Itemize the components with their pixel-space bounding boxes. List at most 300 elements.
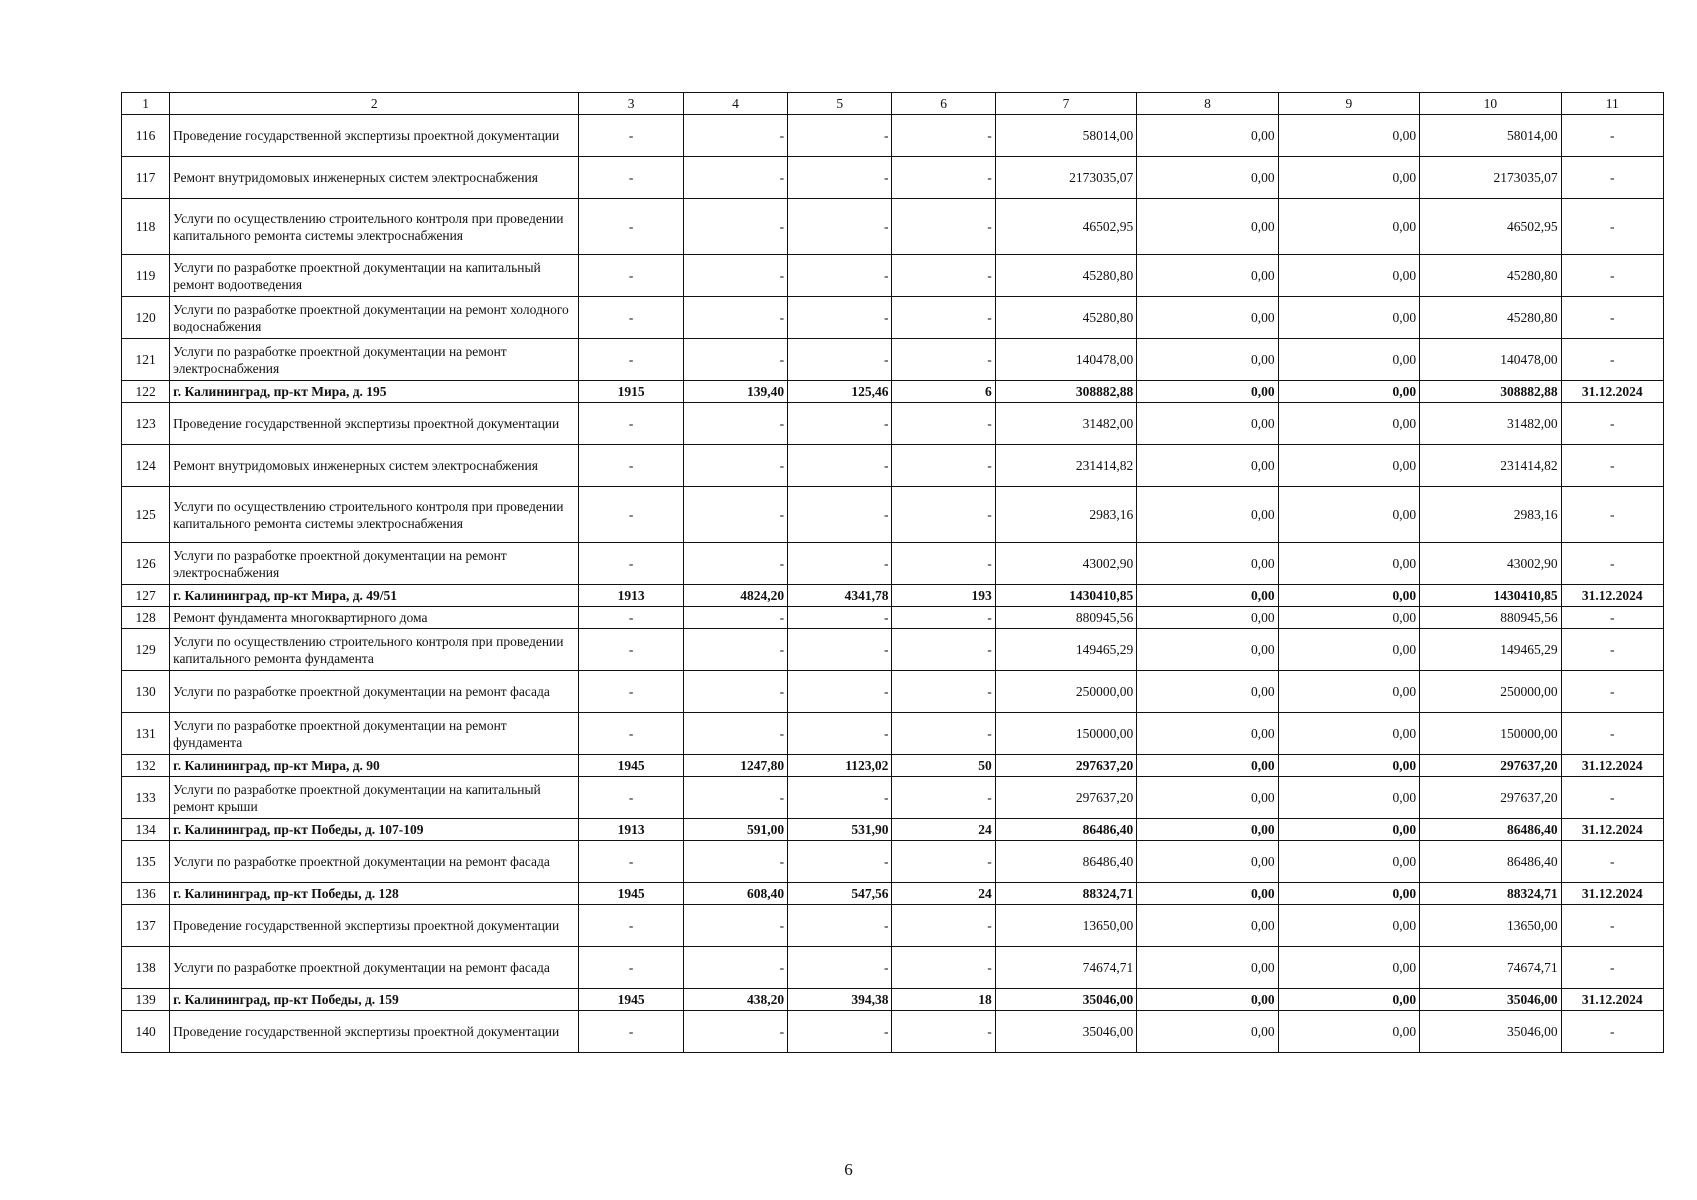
residents-cell: - <box>892 841 995 883</box>
row-number: 136 <box>122 883 170 905</box>
deadline-cell: - <box>1561 543 1663 585</box>
year-cell: 1913 <box>579 819 683 841</box>
deadline-cell: - <box>1561 947 1663 989</box>
total-cost-cell: 45280,80 <box>995 255 1136 297</box>
deadline-cell: - <box>1561 199 1663 255</box>
cost-col9-cell: 0,00 <box>1278 629 1419 671</box>
cost-col8-cell: 0,00 <box>1137 403 1278 445</box>
cost-col10-cell: 88324,71 <box>1420 883 1561 905</box>
cost-col10-cell: 43002,90 <box>1420 543 1561 585</box>
description-cell: Услуги по разработке проектной документации на капитальный ремонт водоотведения <box>170 255 579 297</box>
cost-col8-cell: 0,00 <box>1137 585 1278 607</box>
row-number: 124 <box>122 445 170 487</box>
cost-col10-cell: 31482,00 <box>1420 403 1561 445</box>
table-row <box>122 947 1664 989</box>
total-cost-cell: 43002,90 <box>995 543 1136 585</box>
cost-col10-cell: 45280,80 <box>1420 255 1561 297</box>
cost-col8-cell: 0,00 <box>1137 841 1278 883</box>
residents-cell: 6 <box>892 381 995 403</box>
description-cell: г. Калининград, пр-кт Победы, д. 159 <box>170 989 579 1011</box>
table-row <box>122 543 1664 585</box>
description-cell: Проведение государственной экспертизы проектной документации <box>170 115 579 157</box>
table-row <box>122 819 1664 841</box>
area-cell: - <box>683 255 787 297</box>
cost-col8-cell: 0,00 <box>1137 947 1278 989</box>
description-cell: Услуги по осуществлению строительного контроля при проведении капитального ремонта системы электроснабжения <box>170 487 579 543</box>
table-row <box>122 841 1664 883</box>
column-header-7: 7 <box>995 93 1136 115</box>
total-cost-cell: 74674,71 <box>995 947 1136 989</box>
description-cell: г. Калининград, пр-кт Мира, д. 195 <box>170 381 579 403</box>
total-cost-cell: 2173035,07 <box>995 157 1136 199</box>
cost-col10-cell: 13650,00 <box>1420 905 1561 947</box>
cost-col9-cell: 0,00 <box>1278 403 1419 445</box>
residents-cell: - <box>892 115 995 157</box>
column-header-11: 11 <box>1561 93 1663 115</box>
cost-col8-cell: 0,00 <box>1137 819 1278 841</box>
column-header-2: 2 <box>170 93 579 115</box>
cost-col10-cell: 297637,20 <box>1420 777 1561 819</box>
living-area-cell: - <box>788 403 892 445</box>
cost-col10-cell: 231414,82 <box>1420 445 1561 487</box>
description-cell: г. Калининград, пр-кт Мира, д. 49/51 <box>170 585 579 607</box>
year-cell: - <box>579 543 683 585</box>
area-cell: - <box>683 713 787 755</box>
deadline-cell: 31.12.2024 <box>1561 883 1663 905</box>
area-cell: - <box>683 607 787 629</box>
cost-col10-cell: 150000,00 <box>1420 713 1561 755</box>
column-header-10: 10 <box>1420 93 1561 115</box>
area-cell: - <box>683 157 787 199</box>
description-cell: г. Калининград, пр-кт Мира, д. 90 <box>170 755 579 777</box>
area-cell: - <box>683 777 787 819</box>
year-cell: - <box>579 841 683 883</box>
residents-cell: 18 <box>892 989 995 1011</box>
total-cost-cell: 297637,20 <box>995 755 1136 777</box>
cost-col8-cell: 0,00 <box>1137 157 1278 199</box>
cost-col10-cell: 297637,20 <box>1420 755 1561 777</box>
column-header-8: 8 <box>1137 93 1278 115</box>
description-cell: Услуги по разработке проектной документации на ремонт фасада <box>170 841 579 883</box>
deadline-cell: 31.12.2024 <box>1561 755 1663 777</box>
cost-col10-cell: 74674,71 <box>1420 947 1561 989</box>
table-row <box>122 671 1664 713</box>
description-cell: Услуги по разработке проектной документации на ремонт холодного водоснабжения <box>170 297 579 339</box>
table-row <box>122 1011 1664 1053</box>
row-number: 126 <box>122 543 170 585</box>
table-row <box>122 883 1664 905</box>
deadline-cell: - <box>1561 777 1663 819</box>
total-cost-cell: 2983,16 <box>995 487 1136 543</box>
year-cell: - <box>579 255 683 297</box>
cost-col9-cell: 0,00 <box>1278 755 1419 777</box>
area-cell: 438,20 <box>683 989 787 1011</box>
cost-col8-cell: 0,00 <box>1137 777 1278 819</box>
year-cell: - <box>579 339 683 381</box>
area-cell: 1247,80 <box>683 755 787 777</box>
living-area-cell: - <box>788 543 892 585</box>
works-table <box>121 92 1664 1053</box>
total-cost-cell: 86486,40 <box>995 841 1136 883</box>
living-area-cell: - <box>788 199 892 255</box>
living-area-cell: - <box>788 607 892 629</box>
residents-cell: - <box>892 629 995 671</box>
residents-cell: - <box>892 255 995 297</box>
area-cell: - <box>683 947 787 989</box>
table-row <box>122 905 1664 947</box>
cost-col10-cell: 880945,56 <box>1420 607 1561 629</box>
living-area-cell: 394,38 <box>788 989 892 1011</box>
cost-col10-cell: 308882,88 <box>1420 381 1561 403</box>
area-cell: - <box>683 543 787 585</box>
description-cell: Услуги по осуществлению строительного контроля при проведении капитального ремонта фундамента <box>170 629 579 671</box>
column-header-3: 3 <box>579 93 683 115</box>
description-cell: Услуги по разработке проектной документации на ремонт электроснабжения <box>170 339 579 381</box>
cost-col8-cell: 0,00 <box>1137 255 1278 297</box>
cost-col8-cell: 0,00 <box>1137 543 1278 585</box>
row-number: 132 <box>122 755 170 777</box>
cost-col8-cell: 0,00 <box>1137 487 1278 543</box>
total-cost-cell: 88324,71 <box>995 883 1136 905</box>
row-number: 129 <box>122 629 170 671</box>
description-cell: Ремонт внутридомовых инженерных систем электроснабжения <box>170 445 579 487</box>
description-cell: Проведение государственной экспертизы проектной документации <box>170 1011 579 1053</box>
residents-cell: - <box>892 487 995 543</box>
table-row <box>122 403 1664 445</box>
living-area-cell: - <box>788 777 892 819</box>
total-cost-cell: 1430410,85 <box>995 585 1136 607</box>
total-cost-cell: 231414,82 <box>995 445 1136 487</box>
table-row <box>122 989 1664 1011</box>
cost-col9-cell: 0,00 <box>1278 1011 1419 1053</box>
cost-col10-cell: 250000,00 <box>1420 671 1561 713</box>
year-cell: 1945 <box>579 883 683 905</box>
year-cell: - <box>579 445 683 487</box>
row-number: 140 <box>122 1011 170 1053</box>
table-row <box>122 255 1664 297</box>
cost-col8-cell: 0,00 <box>1137 905 1278 947</box>
table-row <box>122 629 1664 671</box>
total-cost-cell: 297637,20 <box>995 777 1136 819</box>
residents-cell: - <box>892 777 995 819</box>
cost-col9-cell: 0,00 <box>1278 883 1419 905</box>
deadline-cell: 31.12.2024 <box>1561 585 1663 607</box>
total-cost-cell: 46502,95 <box>995 199 1136 255</box>
table-row <box>122 199 1664 255</box>
deadline-cell: - <box>1561 157 1663 199</box>
total-cost-cell: 86486,40 <box>995 819 1136 841</box>
total-cost-cell: 140478,00 <box>995 339 1136 381</box>
row-number: 128 <box>122 607 170 629</box>
cost-col8-cell: 0,00 <box>1137 445 1278 487</box>
year-cell: - <box>579 671 683 713</box>
cost-col8-cell: 0,00 <box>1137 339 1278 381</box>
row-number: 116 <box>122 115 170 157</box>
total-cost-cell: 149465,29 <box>995 629 1136 671</box>
table-row <box>122 445 1664 487</box>
description-cell: Проведение государственной экспертизы проектной документации <box>170 403 579 445</box>
area-cell: 608,40 <box>683 883 787 905</box>
row-number: 131 <box>122 713 170 755</box>
year-cell: - <box>579 297 683 339</box>
cost-col8-cell: 0,00 <box>1137 713 1278 755</box>
total-cost-cell: 880945,56 <box>995 607 1136 629</box>
row-number: 122 <box>122 381 170 403</box>
cost-col10-cell: 2173035,07 <box>1420 157 1561 199</box>
row-number: 139 <box>122 989 170 1011</box>
living-area-cell: - <box>788 255 892 297</box>
cost-col10-cell: 1430410,85 <box>1420 585 1561 607</box>
deadline-cell: - <box>1561 905 1663 947</box>
area-cell: - <box>683 487 787 543</box>
cost-col9-cell: 0,00 <box>1278 543 1419 585</box>
year-cell: - <box>579 947 683 989</box>
area-cell: - <box>683 199 787 255</box>
cost-col8-cell: 0,00 <box>1137 629 1278 671</box>
deadline-cell: - <box>1561 403 1663 445</box>
cost-col9-cell: 0,00 <box>1278 841 1419 883</box>
cost-col8-cell: 0,00 <box>1137 607 1278 629</box>
description-cell: Ремонт фундамента многоквартирного дома <box>170 607 579 629</box>
residents-cell: - <box>892 297 995 339</box>
cost-col9-cell: 0,00 <box>1278 339 1419 381</box>
column-header-6: 6 <box>892 93 995 115</box>
table-row <box>122 713 1664 755</box>
cost-col8-cell: 0,00 <box>1137 199 1278 255</box>
living-area-cell: - <box>788 487 892 543</box>
table-row <box>122 487 1664 543</box>
cost-col10-cell: 140478,00 <box>1420 339 1561 381</box>
deadline-cell: 31.12.2024 <box>1561 381 1663 403</box>
cost-col10-cell: 46502,95 <box>1420 199 1561 255</box>
cost-col8-cell: 0,00 <box>1137 115 1278 157</box>
deadline-cell: - <box>1561 713 1663 755</box>
residents-cell: - <box>892 947 995 989</box>
living-area-cell: - <box>788 445 892 487</box>
table-row <box>122 777 1664 819</box>
living-area-cell: 125,46 <box>788 381 892 403</box>
deadline-cell: - <box>1561 339 1663 381</box>
year-cell: - <box>579 777 683 819</box>
living-area-cell: 1123,02 <box>788 755 892 777</box>
column-header-9: 9 <box>1278 93 1419 115</box>
residents-cell: - <box>892 607 995 629</box>
cost-col9-cell: 0,00 <box>1278 671 1419 713</box>
cost-col9-cell: 0,00 <box>1278 819 1419 841</box>
area-cell: 4824,20 <box>683 585 787 607</box>
year-cell: - <box>579 713 683 755</box>
column-header-4: 4 <box>683 93 787 115</box>
living-area-cell: - <box>788 671 892 713</box>
total-cost-cell: 35046,00 <box>995 1011 1136 1053</box>
cost-col9-cell: 0,00 <box>1278 989 1419 1011</box>
living-area-cell: - <box>788 1011 892 1053</box>
area-cell: 591,00 <box>683 819 787 841</box>
cost-col8-cell: 0,00 <box>1137 297 1278 339</box>
area-cell: - <box>683 841 787 883</box>
description-cell: г. Калининград, пр-кт Победы, д. 107-109 <box>170 819 579 841</box>
deadline-cell: 31.12.2024 <box>1561 989 1663 1011</box>
area-cell: - <box>683 671 787 713</box>
description-cell: Ремонт внутридомовых инженерных систем электроснабжения <box>170 157 579 199</box>
row-number: 127 <box>122 585 170 607</box>
residents-cell: - <box>892 543 995 585</box>
row-number: 123 <box>122 403 170 445</box>
residents-cell: - <box>892 157 995 199</box>
column-header-1: 1 <box>122 93 170 115</box>
year-cell: 1913 <box>579 585 683 607</box>
cost-col10-cell: 149465,29 <box>1420 629 1561 671</box>
column-header-5: 5 <box>788 93 892 115</box>
residents-cell: 24 <box>892 883 995 905</box>
cost-col9-cell: 0,00 <box>1278 381 1419 403</box>
cost-col10-cell: 86486,40 <box>1420 819 1561 841</box>
year-cell: - <box>579 157 683 199</box>
description-cell: Проведение государственной экспертизы проектной документации <box>170 905 579 947</box>
description-cell: г. Калининград, пр-кт Победы, д. 128 <box>170 883 579 905</box>
table-row <box>122 297 1664 339</box>
total-cost-cell: 13650,00 <box>995 905 1136 947</box>
total-cost-cell: 31482,00 <box>995 403 1136 445</box>
cost-col10-cell: 86486,40 <box>1420 841 1561 883</box>
description-cell: Услуги по разработке проектной документации на ремонт фасада <box>170 947 579 989</box>
year-cell: - <box>579 115 683 157</box>
cost-col10-cell: 35046,00 <box>1420 989 1561 1011</box>
year-cell: - <box>579 905 683 947</box>
cost-col9-cell: 0,00 <box>1278 487 1419 543</box>
deadline-cell: - <box>1561 445 1663 487</box>
year-cell: - <box>579 629 683 671</box>
residents-cell: 50 <box>892 755 995 777</box>
living-area-cell: - <box>788 713 892 755</box>
cost-col9-cell: 0,00 <box>1278 297 1419 339</box>
row-number: 137 <box>122 905 170 947</box>
living-area-cell: 531,90 <box>788 819 892 841</box>
residents-cell: - <box>892 905 995 947</box>
cost-col10-cell: 35046,00 <box>1420 1011 1561 1053</box>
cost-col9-cell: 0,00 <box>1278 115 1419 157</box>
row-number: 120 <box>122 297 170 339</box>
total-cost-cell: 45280,80 <box>995 297 1136 339</box>
column-number-header-row <box>122 93 1664 115</box>
area-cell: 139,40 <box>683 381 787 403</box>
table-row <box>122 115 1664 157</box>
living-area-cell: - <box>788 297 892 339</box>
cost-col9-cell: 0,00 <box>1278 947 1419 989</box>
cost-col10-cell: 45280,80 <box>1420 297 1561 339</box>
area-cell: - <box>683 297 787 339</box>
total-cost-cell: 58014,00 <box>995 115 1136 157</box>
cost-col8-cell: 0,00 <box>1137 989 1278 1011</box>
deadline-cell: - <box>1561 297 1663 339</box>
living-area-cell: - <box>788 115 892 157</box>
cost-col9-cell: 0,00 <box>1278 713 1419 755</box>
living-area-cell: - <box>788 841 892 883</box>
cost-col9-cell: 0,00 <box>1278 199 1419 255</box>
year-cell: - <box>579 1011 683 1053</box>
page-number: 6 <box>844 1160 853 1179</box>
residents-cell: - <box>892 403 995 445</box>
description-cell: Услуги по разработке проектной документации на ремонт электроснабжения <box>170 543 579 585</box>
cost-col10-cell: 2983,16 <box>1420 487 1561 543</box>
residents-cell: - <box>892 1011 995 1053</box>
cost-col9-cell: 0,00 <box>1278 905 1419 947</box>
table-row <box>122 755 1664 777</box>
deadline-cell: - <box>1561 607 1663 629</box>
row-number: 135 <box>122 841 170 883</box>
table-row <box>122 381 1664 403</box>
living-area-cell: 4341,78 <box>788 585 892 607</box>
living-area-cell: 547,56 <box>788 883 892 905</box>
living-area-cell: - <box>788 629 892 671</box>
table-row <box>122 339 1664 381</box>
description-cell: Услуги по разработке проектной документации на ремонт фасада <box>170 671 579 713</box>
deadline-cell: - <box>1561 487 1663 543</box>
row-number: 125 <box>122 487 170 543</box>
year-cell: - <box>579 403 683 445</box>
cost-col10-cell: 58014,00 <box>1420 115 1561 157</box>
area-cell: - <box>683 115 787 157</box>
living-area-cell: - <box>788 905 892 947</box>
cost-col9-cell: 0,00 <box>1278 777 1419 819</box>
row-number: 119 <box>122 255 170 297</box>
table-row <box>122 607 1664 629</box>
table-row <box>122 157 1664 199</box>
deadline-cell: - <box>1561 255 1663 297</box>
year-cell: - <box>579 607 683 629</box>
description-cell: Услуги по разработке проектной документации на капитальный ремонт крыши <box>170 777 579 819</box>
year-cell: - <box>579 199 683 255</box>
year-cell: 1945 <box>579 755 683 777</box>
cost-col9-cell: 0,00 <box>1278 255 1419 297</box>
deadline-cell: - <box>1561 841 1663 883</box>
cost-col8-cell: 0,00 <box>1137 1011 1278 1053</box>
row-number: 138 <box>122 947 170 989</box>
deadline-cell: - <box>1561 671 1663 713</box>
total-cost-cell: 150000,00 <box>995 713 1136 755</box>
row-number: 118 <box>122 199 170 255</box>
year-cell: 1915 <box>579 381 683 403</box>
area-cell: - <box>683 629 787 671</box>
residents-cell: - <box>892 339 995 381</box>
residents-cell: 24 <box>892 819 995 841</box>
area-cell: - <box>683 1011 787 1053</box>
cost-col9-cell: 0,00 <box>1278 157 1419 199</box>
cost-col9-cell: 0,00 <box>1278 445 1419 487</box>
living-area-cell: - <box>788 339 892 381</box>
total-cost-cell: 308882,88 <box>995 381 1136 403</box>
area-cell: - <box>683 905 787 947</box>
residents-cell: - <box>892 671 995 713</box>
row-number: 134 <box>122 819 170 841</box>
deadline-cell: - <box>1561 629 1663 671</box>
living-area-cell: - <box>788 157 892 199</box>
row-number: 117 <box>122 157 170 199</box>
table-row <box>122 585 1664 607</box>
area-cell: - <box>683 403 787 445</box>
residents-cell: 193 <box>892 585 995 607</box>
year-cell: 1945 <box>579 989 683 1011</box>
year-cell: - <box>579 487 683 543</box>
cost-col8-cell: 0,00 <box>1137 381 1278 403</box>
cost-col8-cell: 0,00 <box>1137 671 1278 713</box>
description-cell: Услуги по разработке проектной документации на ремонт фундамента <box>170 713 579 755</box>
deadline-cell: 31.12.2024 <box>1561 819 1663 841</box>
deadline-cell: - <box>1561 115 1663 157</box>
residents-cell: - <box>892 445 995 487</box>
area-cell: - <box>683 445 787 487</box>
residents-cell: - <box>892 713 995 755</box>
